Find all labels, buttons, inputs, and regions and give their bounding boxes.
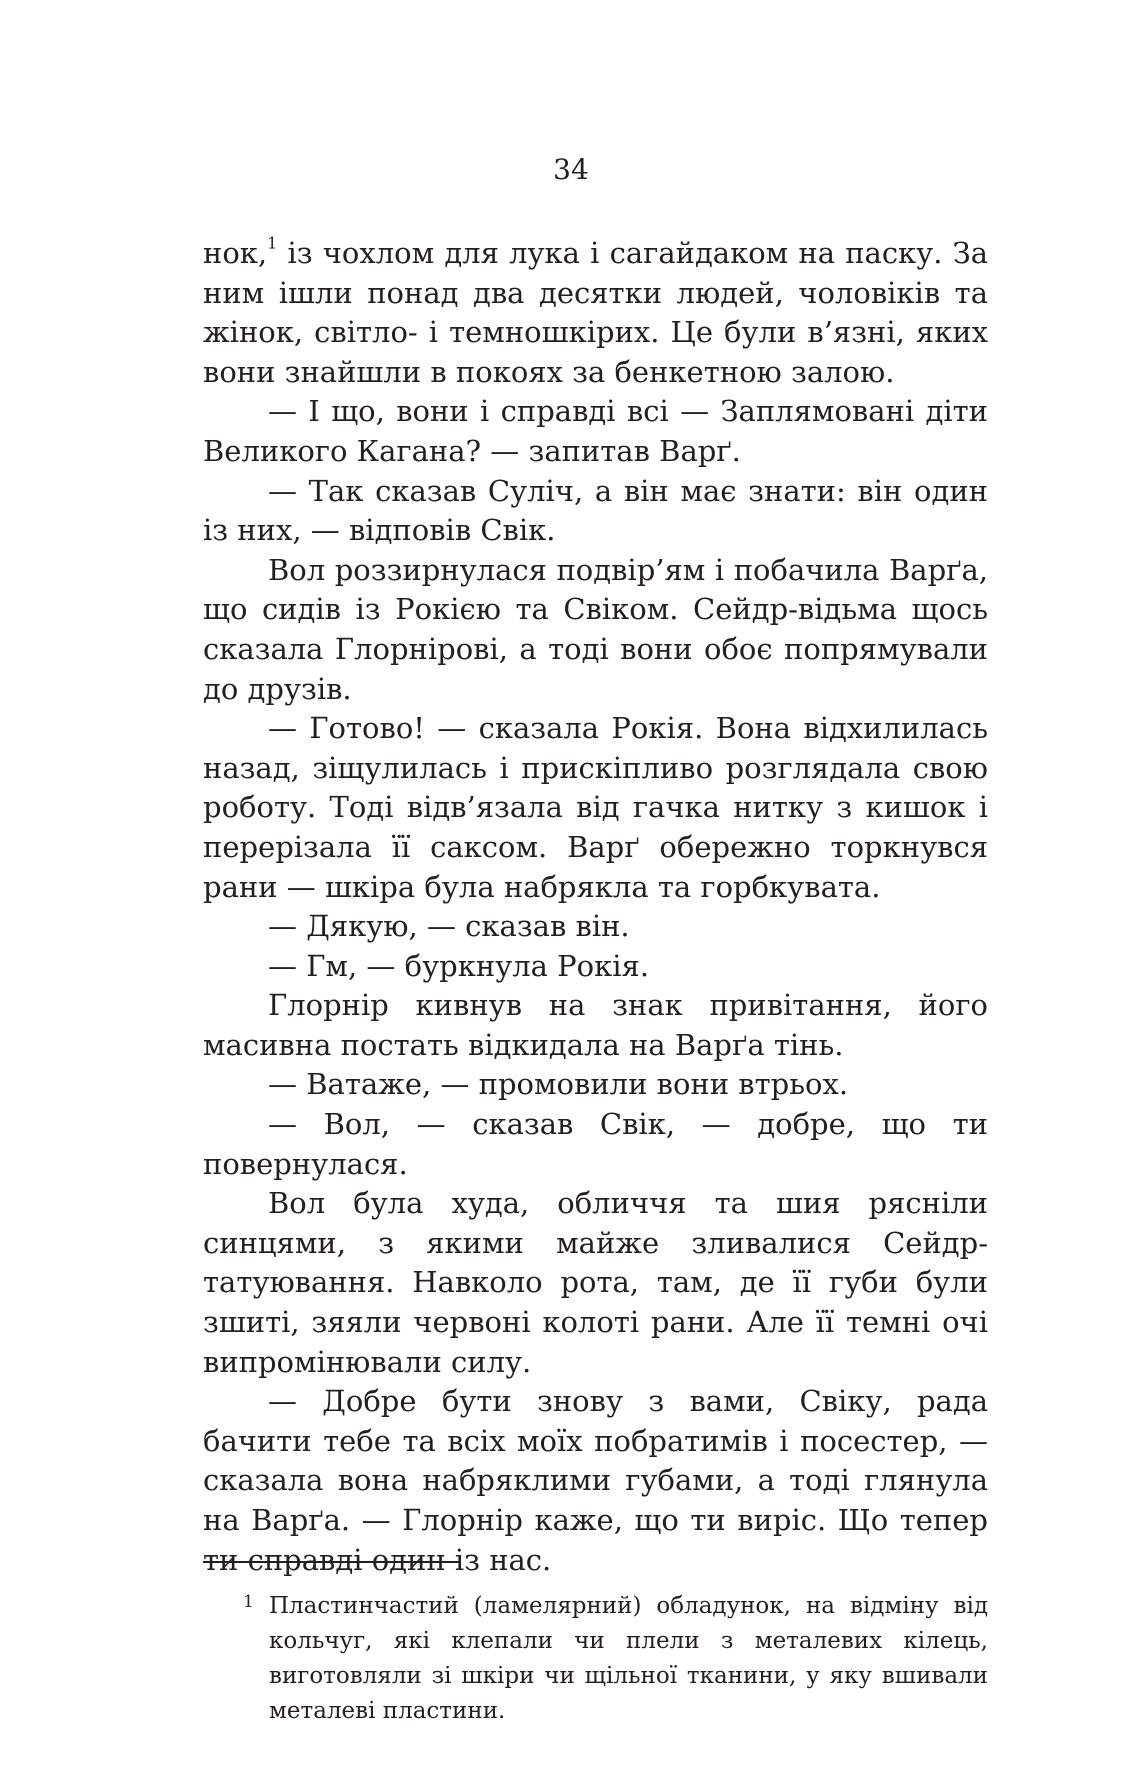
footnote-text: Пластинчастий (ламелярний) обладунок, на відміну від кольчуг, які клепали чи плели з металевих кілець, виготовляли зі шкіри чи щільної тканини, у яку вшивали металеві пластини. xyxy=(269,1593,988,1724)
paragraph: — Гм, — буркнула Рокія. xyxy=(268,948,650,983)
paragraph: — І що, вони і справді всі — Заплямовані діти Великого Кагана? — запитав Варґ. xyxy=(203,394,988,468)
footnote xyxy=(203,1589,988,1729)
paragraph: Глорнір кивнув на знак привітання, його масивна постать відкидала на Варґа тінь. xyxy=(203,988,988,1062)
footnote-divider xyxy=(203,1561,459,1563)
page-number: 34 xyxy=(553,153,589,186)
body-text xyxy=(203,234,988,1580)
paragraph: — Так сказав Суліч, а він має знати: він один із них, — відповів Свік. xyxy=(203,473,988,548)
footnote-reference: 1 xyxy=(267,233,278,253)
paragraph: — Ватаже, — промовили вони втрьох. xyxy=(268,1067,849,1102)
paragraph: Вол була худа, обличчя та шия рясніли синцями, з якими майже зливалися Сейдр-татуювання. Навколо рота, там, де її губи були зшиті, зяяли червоні колоті рани. Але її темні очі випромінювали силу. xyxy=(203,1186,988,1379)
paragraph: Вол роззирнулася подвір’ям і побачила Варґа, що сидів із Рокією та Свіком. Сейдр-відьма щось сказала Глорнірові, а тоді вони обоє попрямували до друзів. xyxy=(203,552,988,706)
paragraph-continuation: нок,$^1$ із чохлом для лука і сагайдаком на паску. За ним ішли понад два десятки людей, чоловіків та жінок, світло- і темношкірих. Це були в’язні, яких вони знайшли в покоях за бенкетною залою. xyxy=(203,233,988,389)
footnote-marker: 1 xyxy=(243,1592,254,1612)
paragraph: — Дякую, — сказав він. xyxy=(268,909,630,944)
paragraph: — Вол, — сказав Свік, — добре, що ти повернулася. xyxy=(203,1107,988,1181)
paragraph: — Добре бути знову з вами, Свіку, рада бачити тебе та всіх моїх побратимів і посестер, — сказала вона набряклими губами, а тоді глянула на Варґа. — Глорнір каже, що ти виріс. Що тепер ти справді один із нас. xyxy=(203,1384,988,1577)
paragraph: — Готово! — сказала Рокія. Вона відхилилась назад, зіщулилась і прискіпливо розглядала свою роботу. Тоді відв’язала від гачка нитку з кишок і перерізала її саксом. Варґ обережно торкнувся рани — шкіра була набрякла та горбкувата. xyxy=(203,711,988,904)
